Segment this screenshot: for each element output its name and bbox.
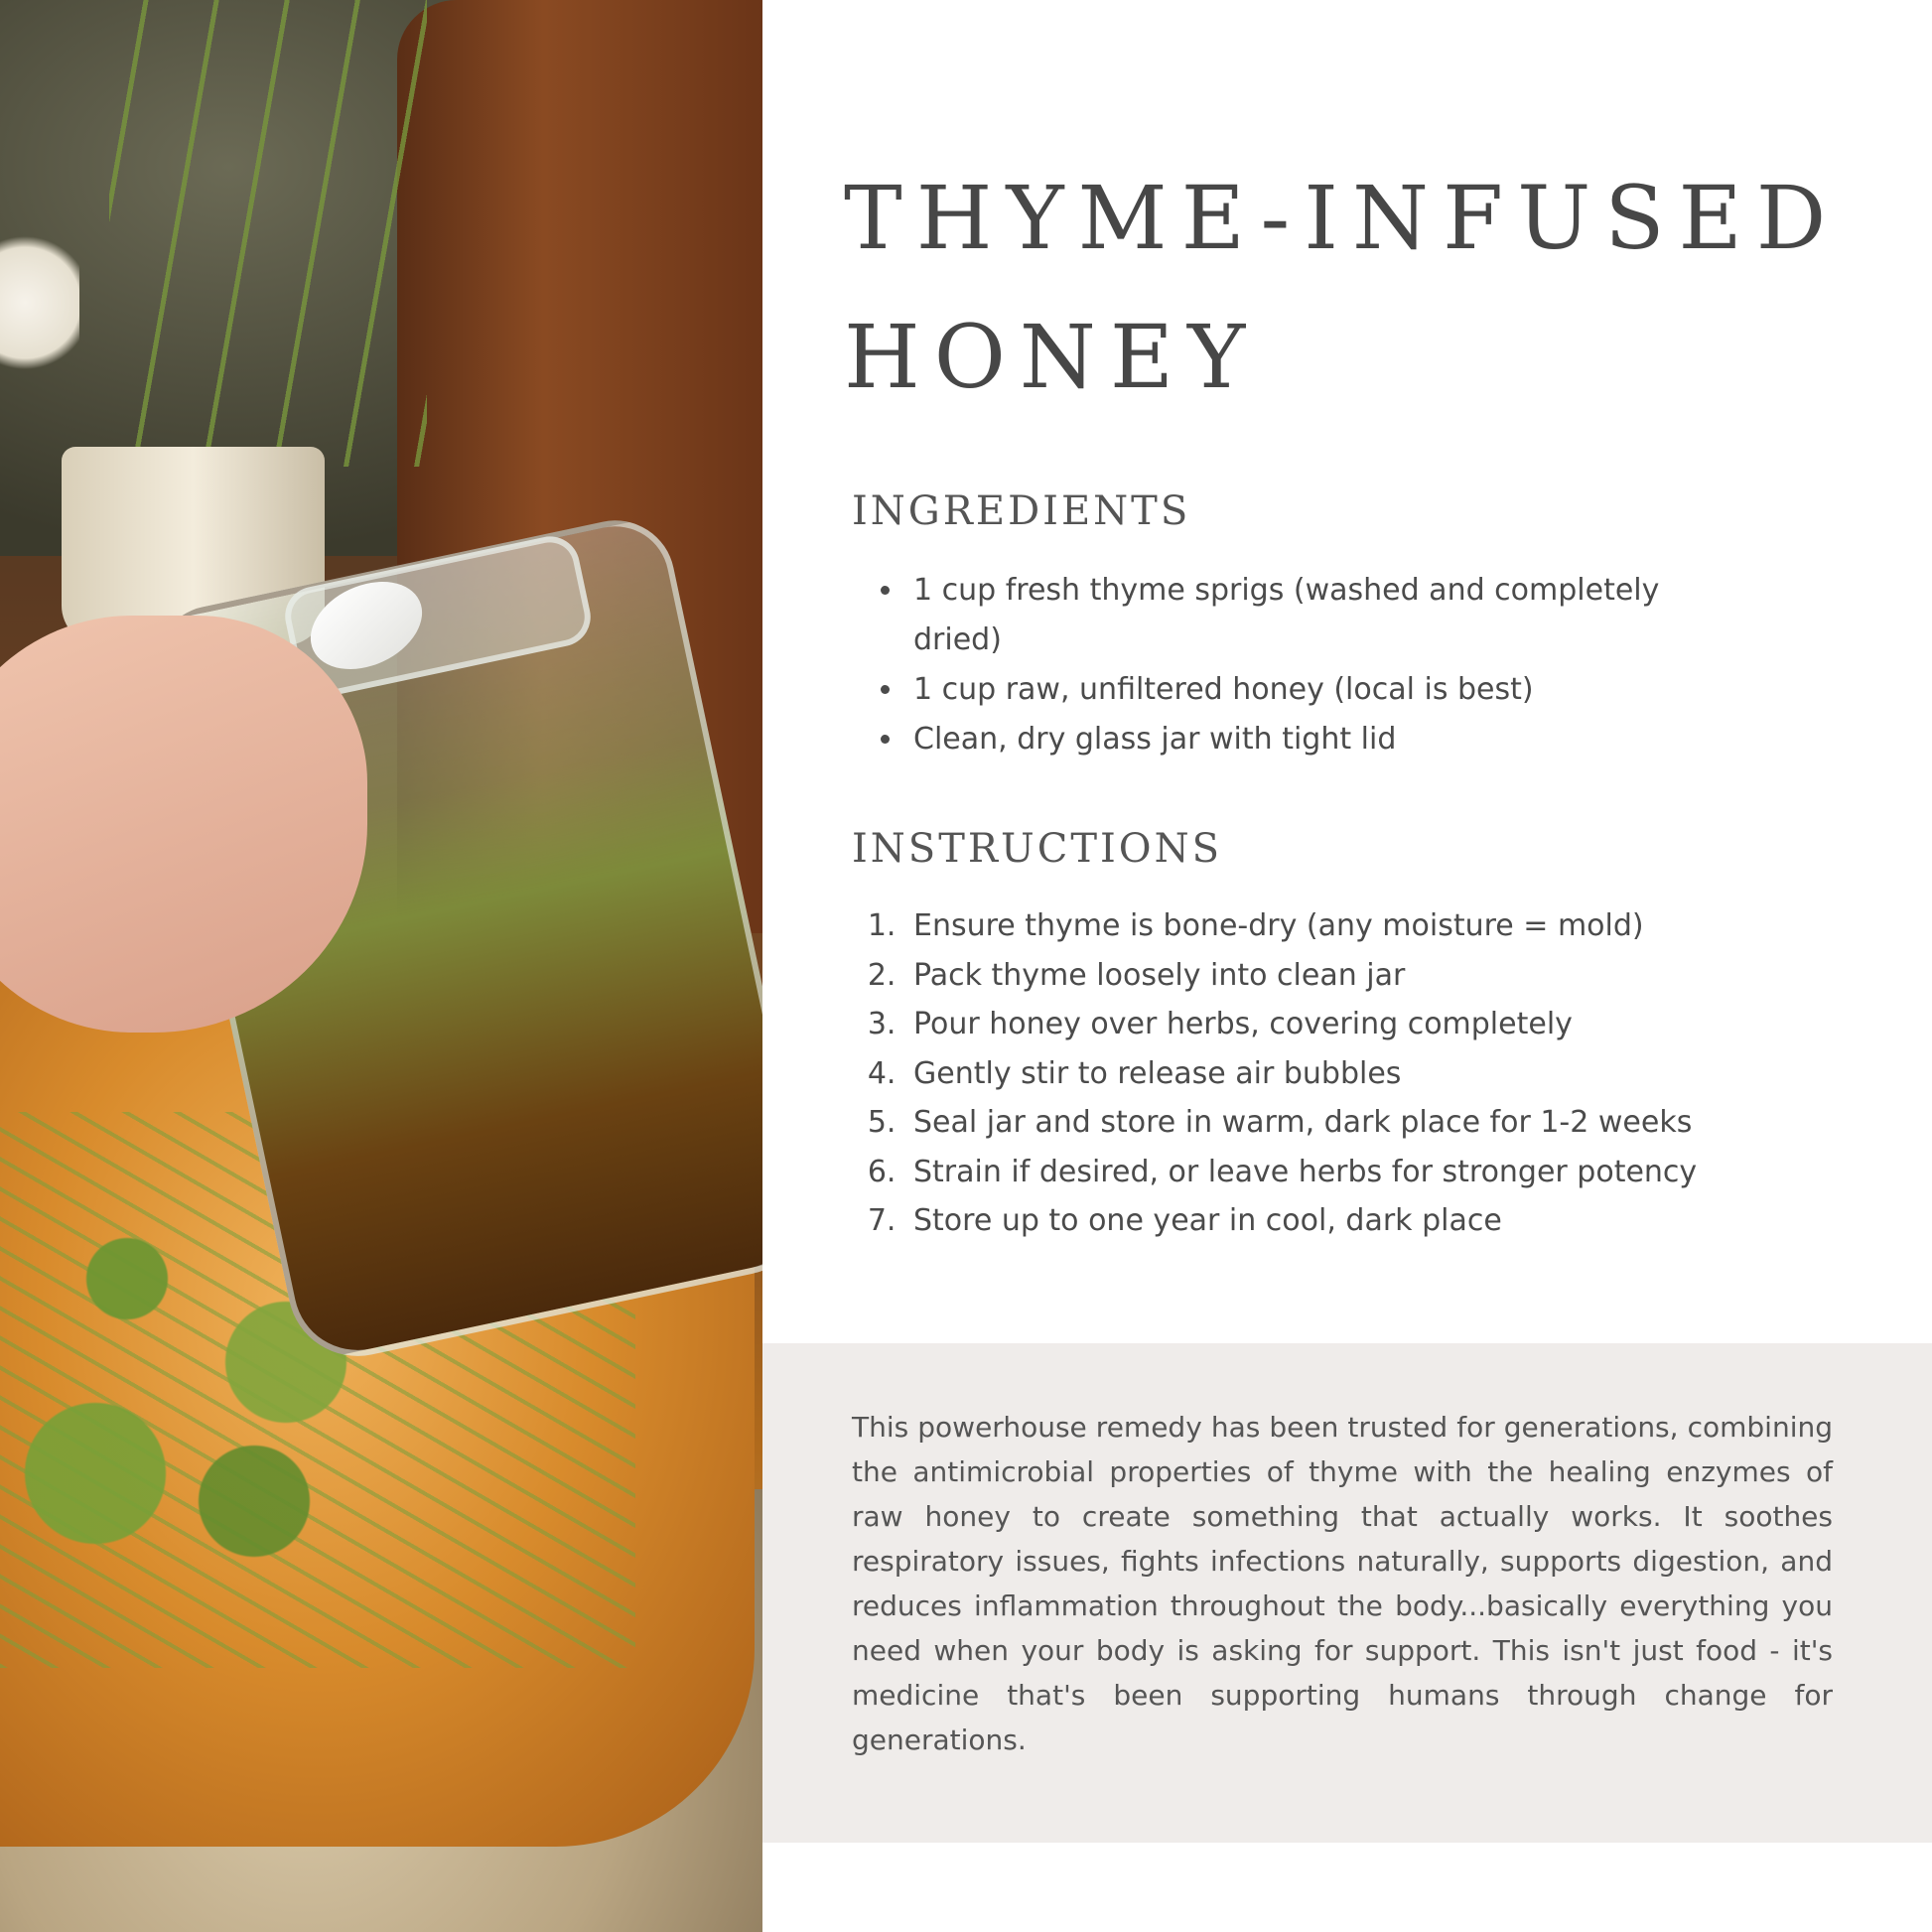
ingredient-item: • Clean, dry glass jar with tight lid xyxy=(905,715,1660,764)
recipe-title: THYME-INFUSED HONEY xyxy=(844,167,1841,408)
ingredients-list xyxy=(874,566,1660,764)
instruction-step: 2. Pack thyme loosely into clean jar xyxy=(905,951,1878,1001)
ingredients-heading: INGREDIENTS xyxy=(852,488,1191,534)
description-text: This powerhouse remedy has been trusted for generations, combining the antimicrobial properties of thyme with the healing enzymes of raw honey to create something that actually works. It soothes respiratory issues, fights infections naturally, supports digestion, and reduces inflammation throughout the body...basically everything you need when your body is asking for support. This isn't just food - it's medicine that's been supporting humans through change for generations. xyxy=(852,1411,1833,1756)
photo-plant-stems xyxy=(109,0,427,467)
instruction-step: 7. Store up to one year in cool, dark place xyxy=(905,1196,1878,1246)
instructions-heading: INSTRUCTIONS xyxy=(852,826,1222,872)
ingredient-item: • 1 cup raw, unfiltered honey (local is best) xyxy=(905,665,1660,715)
instruction-step: 5. Seal jar and store in warm, dark place for 1-2 weeks xyxy=(905,1098,1878,1148)
photo-white-flower xyxy=(0,228,79,377)
instructions-list xyxy=(874,901,1878,1246)
ingredient-item: • 1 cup fresh thyme sprigs (washed and completely dried) xyxy=(905,566,1660,665)
instruction-step: 1. Ensure thyme is bone-dry (any moisture = mold) xyxy=(905,901,1878,951)
instruction-step: 6. Strain if desired, or leave herbs for stronger potency xyxy=(905,1148,1878,1197)
instruction-step: 3. Pour honey over herbs, covering completely xyxy=(905,1000,1878,1049)
recipe-photo xyxy=(0,0,762,1932)
instruction-step: 4. Gently stir to release air bubbles xyxy=(905,1049,1878,1099)
